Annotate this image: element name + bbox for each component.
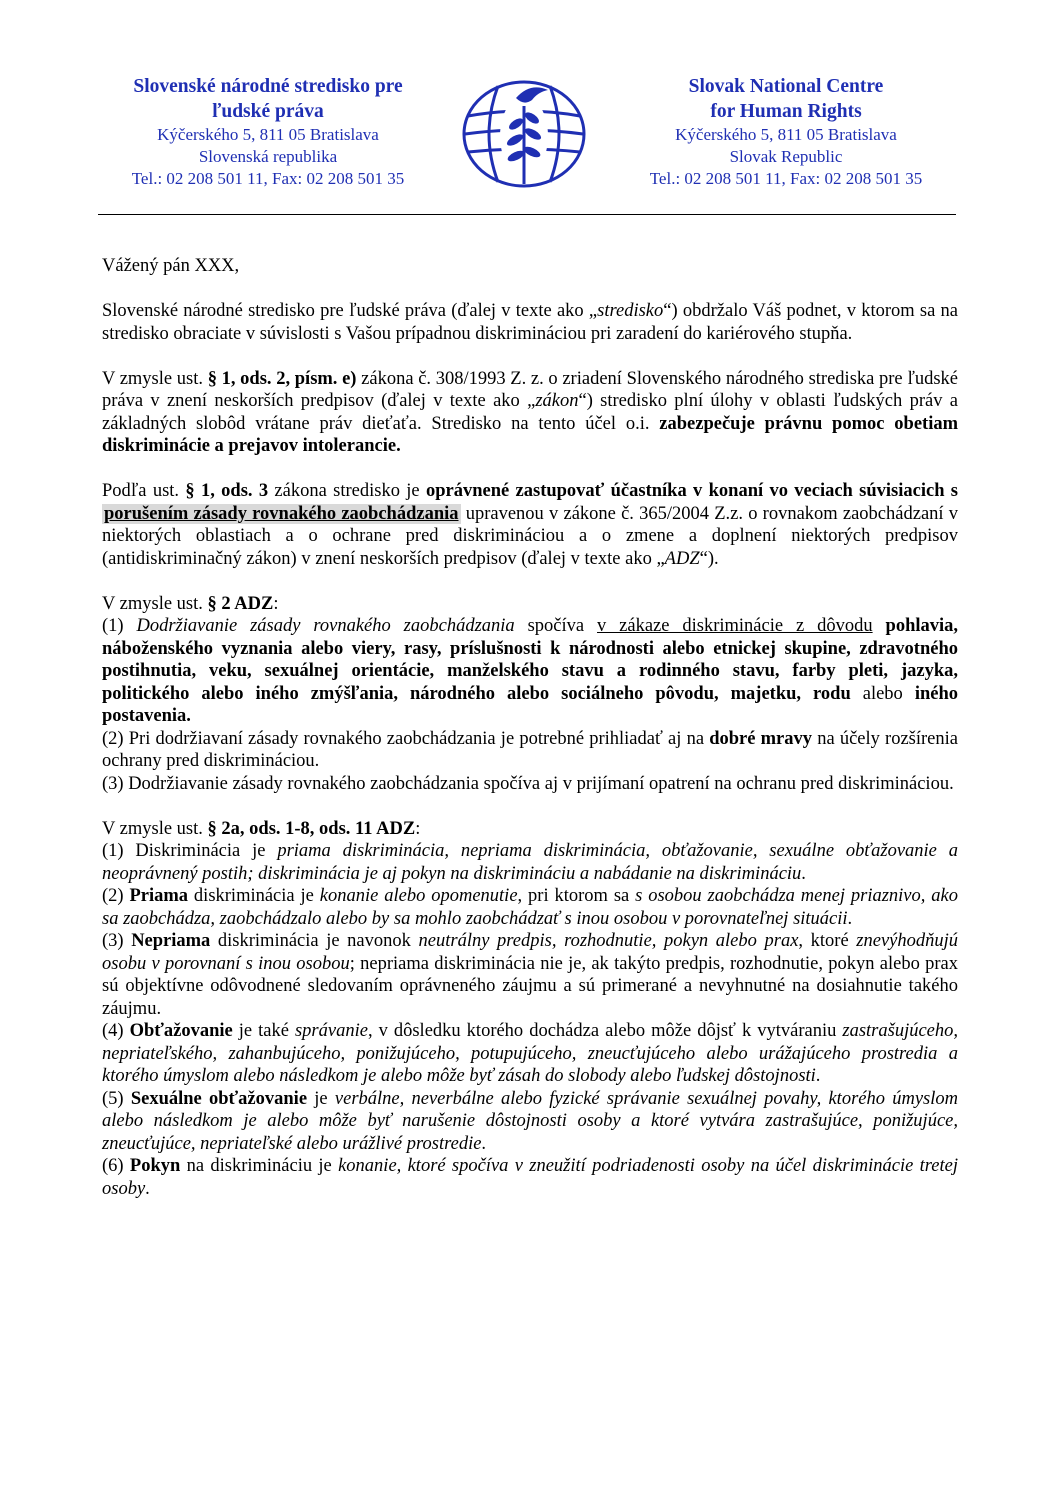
org-country-sk: Slovenská republika bbox=[198, 147, 338, 166]
section-2a-item-5: (5) Sexuálne obťažovanie je verbálne, neverbálne alebo fyzické správanie sexuálnej povahy, ktorého úmyslom alebo následkom je alebo môže byť narušenie dôstojnosti osoby a ktoré vytvára zastrašujúce, ponižujúce, zneucťujúce, nepriateľské alebo urážlivé prostredie. bbox=[102, 1088, 958, 1154]
letter-body bbox=[102, 255, 958, 1200]
org-logo-globe-dove-icon bbox=[458, 76, 590, 192]
org-name-sk-line-2: ľudské práva bbox=[212, 101, 324, 122]
org-country-en: Slovak Republic bbox=[729, 147, 843, 166]
section-2a-item-2: (2) Priama diskriminácia je konanie alebo opomenutie, pri ktorom sa s osobou zaobchádza menej priaznivo, ako sa zaobchádza, zaobchádzalo alebo by sa mohlo zaobchádzať s inou osobou v porovnateľnej situácii. bbox=[102, 886, 958, 929]
section-2-item-2: (2) Pri dodržiavaní zásady rovnakého zaobchádzania je potrebné prihliadať aj na dobré mravy na účely rozšírenia ochrany pred diskrimináciou. bbox=[102, 728, 958, 771]
header-left-org bbox=[98, 74, 438, 190]
org-address-sk: Kýčerského 5, 811 05 Bratislava bbox=[157, 125, 379, 144]
section-2a-item-6: (6) Pokyn na diskrimináciu je konanie, ktoré spočíva v zneužití podriadenosti osoby na účel diskriminácie tretej osoby. bbox=[102, 1156, 959, 1199]
section-2a-heading: V zmysle ust. § 2a, ods. 1-8, ods. 11 ADZ: bbox=[102, 818, 421, 839]
section-2a-item-3: (3) Nepriama diskriminácia je navonok neutrálny predpis, rozhodnutie, pokyn alebo prax, ktoré znevýhodňujú osobu v porovnaní s inou osobou; nepriama diskriminácia nie je, ak takýto predpis, rozhodnutie, pokyn alebo prax sú objektívne odôvodnené sledovaním oprávneného záujmu a sú primerané a nevyhnutné na dosiahnutie takého záujmu. bbox=[102, 931, 959, 1019]
header-divider bbox=[98, 214, 956, 215]
section-2-item-1: (1) Dodržiavanie zásady rovnakého zaobchádzania spočíva v zákaze diskriminácie z dôvodu pohlavia, náboženského vyznania alebo viery, rasy, príslušnosti k národnosti alebo etnickej skupine, zdravotného postihnutia, veku, sexuálnej orientácie, manželského stavu a rodinného stavu, farby pleti, jazyka, politického alebo iného zmýšľania, národného alebo sociálneho pôvodu, majetku, rodu alebo iného postavenia. bbox=[102, 616, 959, 726]
org-address-en: Kýčerského 5, 811 05 Bratislava bbox=[675, 125, 897, 144]
paragraph-intro: Slovenské národné stredisko pre ľudské práva (ďalej v texte ako „stredisko“) obdržalo Váš podnet, v ktorom sa na stredisko obraciate v súvislosti s Vašou prípadnou diskrimináciou pri zaradení do kariérového stupňa. bbox=[102, 301, 958, 344]
org-phone-en: Tel.: 02 208 501 11, Fax: 02 208 501 35 bbox=[649, 169, 923, 188]
header-right-org bbox=[616, 74, 956, 190]
org-phone-sk: Tel.: 02 208 501 11, Fax: 02 208 501 35 bbox=[131, 169, 405, 188]
highlighted-phrase: porušením zásady rovnakého zaobchádzania bbox=[104, 503, 459, 524]
section-2a-item-4: (4) Obťažovanie je také správanie, v dôsledku ktorého dochádza alebo môže dôjsť k vytváraniu zastrašujúceho, nepriateľského, zahanbujúceho, ponižujúceho, potupujúceho, zneucťujúceho alebo urážajúceho prostredia a ktorého úmyslom alebo následkom je alebo môže byť zásah do slobody alebo ľudskej dôstojnosti. bbox=[102, 1021, 958, 1086]
section-2-heading: V zmysle ust. § 2 ADZ: bbox=[102, 593, 279, 614]
org-name-sk-line-1: Slovenské národné stredisko pre bbox=[133, 76, 403, 97]
org-name-en-line-2: for Human Rights bbox=[710, 101, 862, 122]
salutation: Vážený pán XXX, bbox=[102, 256, 240, 276]
section-2a-item-1: (1) Diskriminácia je priama diskriminácia, nepriama diskriminácia, obťažovanie, sexuálne obťažovanie a neoprávnený postih; diskriminácia je aj pokyn na diskrimináciu a nabádanie na diskrimináciu. bbox=[102, 841, 958, 884]
paragraph-mandate: V zmysle ust. § 1, ods. 2, písm. e) zákona č. 308/1993 Z. z. o zriadení Slovenského národného strediska pre ľudské práva v znení neskorších predpisov (ďalej v texte ako „zákon“) stredisko plní úlohy v oblasti ľudských práv a základných slobôd vrátane práv dieťaťa. Stredisko na tento účel o.i. zabezpečuje právnu pomoc obetiam diskriminácie a prejavov intolerancie. bbox=[102, 368, 959, 456]
paragraph-representation: Podľa ust. § 1, ods. 3 zákona stredisko je oprávnené zastupovať účastníka v konaní vo veciach súvisiacich s porušením zásady rovnakého zaobchádzania upravenou v zákone č. 365/2004 Z.z. o rovnakom zaobchádzaní v niektorých oblastiach a o ochrane pred diskrimináciou a o zmene a doplnení niektorých predpisov (antidiskriminačný zákon) v znení neskorších predpisov (ďalej v texte ako „ADZ“). bbox=[102, 481, 959, 569]
org-name-en-line-1: Slovak National Centre bbox=[688, 76, 884, 97]
section-2-item-3: (3) Dodržiavanie zásady rovnakého zaobchádzania spočíva aj v prijímaní opatrení na ochranu pred diskrimináciou. bbox=[102, 773, 954, 794]
